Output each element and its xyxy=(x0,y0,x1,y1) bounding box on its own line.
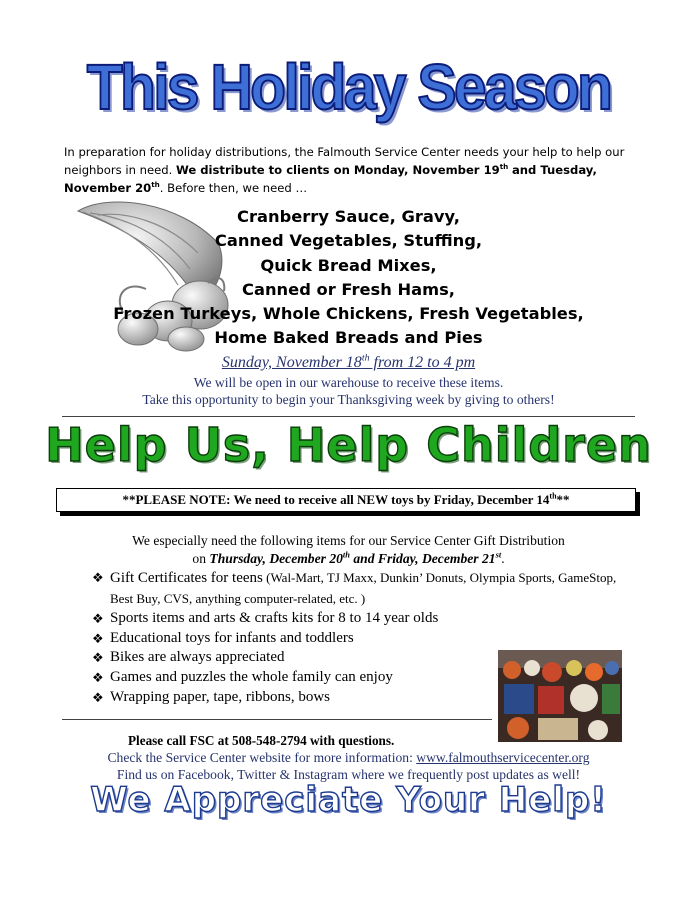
list-item: ❖ Educational toys for infants and toddlers xyxy=(92,629,632,649)
event-info-line: Take this opportunity to begin your Thanksgiving week by giving to others! xyxy=(142,392,555,407)
diamond-bullet-icon: ❖ xyxy=(92,630,104,646)
wanted-item: Frozen Turkeys, Whole Chickens, Fresh Vegetables, xyxy=(113,304,584,324)
intro-sup-2: th xyxy=(151,180,160,190)
wanted-item: Cranberry Sauce, Gravy, xyxy=(237,207,460,226)
wanted-items-list xyxy=(80,205,617,351)
gift-intro-dates: on Thursday, December 20th and Friday, December 21st. xyxy=(192,549,505,566)
toys-photo xyxy=(498,650,622,742)
event-info-line: We will be open in our warehouse to receive these items. xyxy=(193,375,504,390)
call-info: Please call FSC at 508-548-2794 with questions. xyxy=(128,733,395,748)
divider xyxy=(62,719,492,720)
intro-text-end: . Before then, we need … xyxy=(159,181,308,195)
divider xyxy=(62,416,635,417)
gift-intro-line: We especially need the following items for our Service Center Gift Distribution xyxy=(132,533,565,548)
intro-sup-1: th xyxy=(499,162,509,172)
event-date: Sunday, November 18th from 12 to 4 pm xyxy=(221,352,476,371)
wanted-item: Canned or Fresh Hams, xyxy=(242,279,455,299)
list-item: ❖ Wrapping paper, tape, ribbons, bows xyxy=(92,688,632,708)
diamond-bullet-icon: ❖ xyxy=(92,570,104,585)
diamond-bullet-icon: ❖ xyxy=(92,650,104,666)
toy-deadline-notice: **PLEASE NOTE: We need to receive all NEW toys by Friday, December 14th** xyxy=(56,488,636,512)
wanted-item: Home Baked Breads and Pies xyxy=(214,328,483,348)
page-title: This Holiday Season xyxy=(86,51,611,123)
website-info: Check the Service Center website for more information: www.falmouthservicecenter.org xyxy=(107,750,590,765)
help-children-title: Help Us, Help Children xyxy=(45,418,652,472)
list-item: ❖ Games and puzzles the whole family can enjoy xyxy=(92,668,632,688)
intro-text: In preparation for holiday distributions, the Falmouth Service Center needs your help to help our neighbors in need. xyxy=(64,145,625,177)
closing-title: We Appreciate Your Help! xyxy=(90,780,607,820)
social-info: Find us on Facebook, Twitter & Instagram where we frequently post updates as well! xyxy=(116,767,581,782)
diamond-bullet-icon: ❖ xyxy=(92,669,104,685)
list-item: ❖ Gift Certificates for teens (Wal-Mart, TJ Maxx, Dunkin’ Donuts, Olympia Sports, GameStop, Best Buy, CVS, anything computer-related, etc. ) xyxy=(92,570,617,606)
diamond-bullet-icon: ❖ xyxy=(92,689,104,705)
list-item: ❖ Bikes are always appreciated xyxy=(92,648,632,668)
diamond-bullet-icon: ❖ xyxy=(92,611,104,627)
wanted-item: Quick Bread Mixes, xyxy=(260,255,437,275)
list-item: ❖ Sports items and arts & crafts kits for 8 to 14 year olds xyxy=(92,609,632,629)
intro-distribution-date-1: We distribute to clients on Monday, November 19 xyxy=(175,163,500,177)
wanted-item: Canned Vegetables, Stuffing, xyxy=(214,231,483,251)
intro-paragraph xyxy=(64,143,632,197)
intro-distribution-date-2: and Tuesday, November 20 xyxy=(64,163,597,195)
website-link[interactable]: www.falmouthservicecenter.org xyxy=(416,750,590,765)
